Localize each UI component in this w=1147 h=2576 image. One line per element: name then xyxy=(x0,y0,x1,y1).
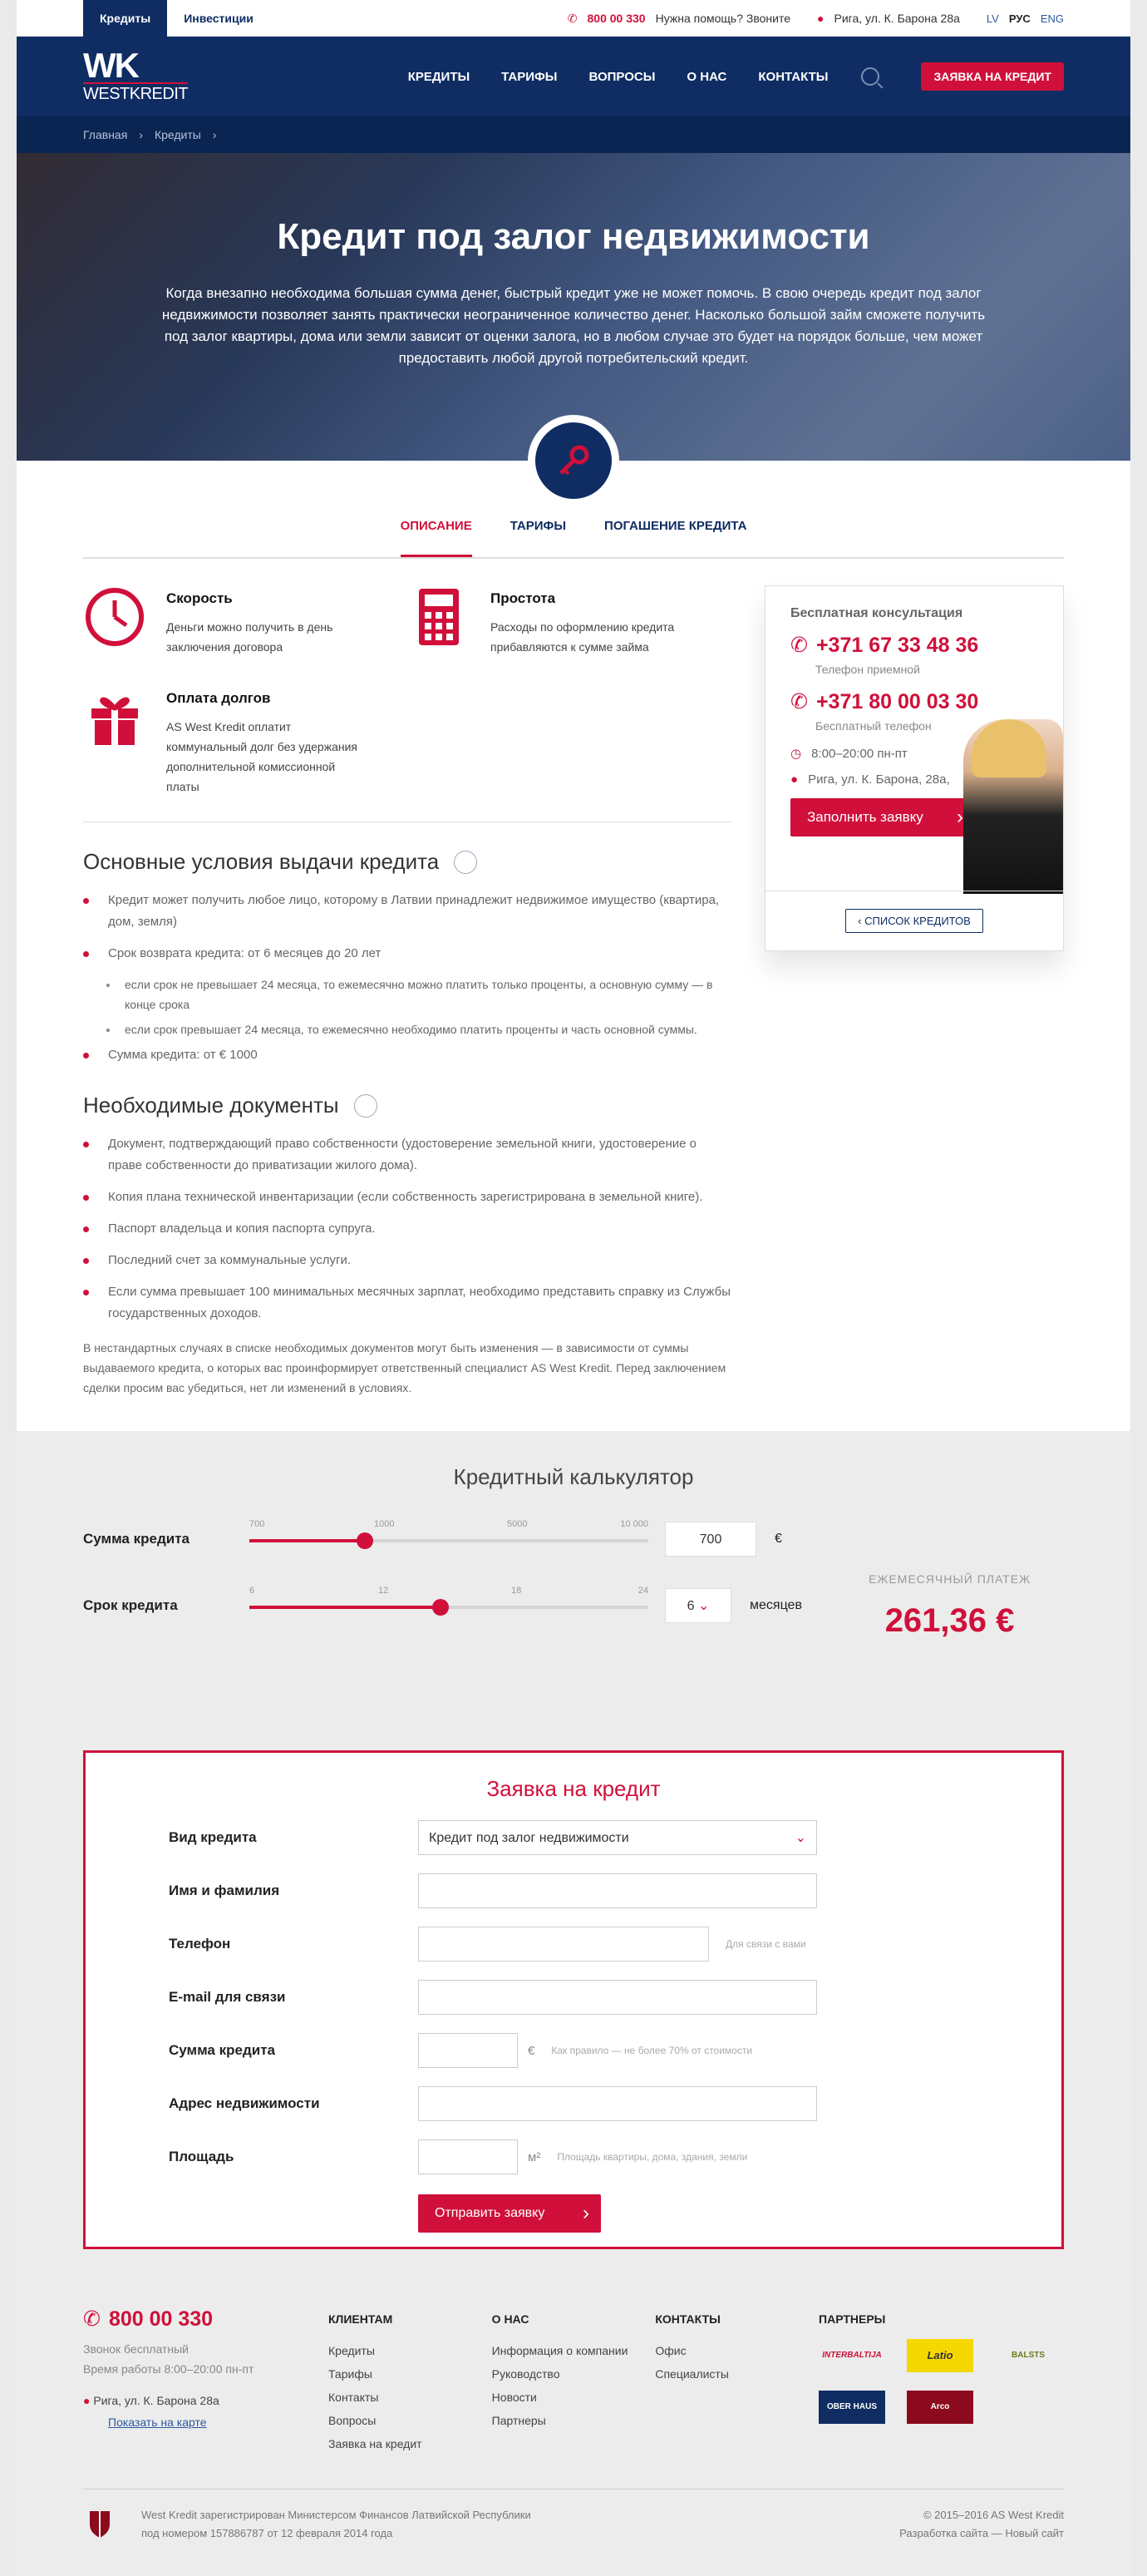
footer-link[interactable]: Кредиты xyxy=(328,2344,375,2357)
copyright: © 2015–2016 AS West Kredit xyxy=(923,2509,1064,2521)
partner-logo[interactable]: Latio xyxy=(907,2339,973,2372)
tab-repayment[interactable]: ПОГАШЕНИЕ КРЕДИТА xyxy=(604,519,747,533)
footer-link[interactable]: Офис xyxy=(655,2344,687,2357)
term-tick: 18 xyxy=(511,1586,522,1596)
feature-debts xyxy=(83,685,407,797)
footer-phone[interactable]: 800 00 330 xyxy=(108,2307,214,2331)
nav-questions[interactable]: ВОПРОСЫ xyxy=(588,69,656,84)
term-select[interactable] xyxy=(665,1588,731,1623)
lang-lv[interactable]: LV xyxy=(986,12,999,25)
footer-link[interactable]: Специалисты xyxy=(655,2367,729,2381)
list-item: Последний счет за коммунальные услуги. xyxy=(83,1250,731,1271)
list-item: Срок возврата кредита: от 6 месяцев до 20 лет xyxy=(83,943,731,965)
calculator-icon xyxy=(407,585,470,649)
field-label: Адрес недвижимости xyxy=(169,2095,320,2111)
footer-link[interactable]: Контакты xyxy=(328,2391,379,2404)
help-text: Нужна помощь? Звоните xyxy=(655,12,791,25)
calculator-title: Кредитный калькулятор xyxy=(453,1464,694,1489)
nav-credits[interactable]: КРЕДИТЫ xyxy=(407,69,470,84)
free-phone[interactable]: +371 80 00 03 30 xyxy=(815,689,979,713)
header xyxy=(17,37,1130,116)
location-icon: ● xyxy=(817,12,825,25)
area-unit: м² xyxy=(528,2149,541,2164)
term-slider[interactable] xyxy=(249,1586,648,1621)
amount-unit: € xyxy=(775,1532,782,1546)
page xyxy=(17,0,1130,2576)
consultant-photo xyxy=(963,719,1063,894)
list-item: Документ, подтверждающий право собственности (удостоверение земельной книги, удостоверение о праве собственности до приватизации жилого дома). xyxy=(83,1133,731,1177)
reception-phone[interactable]: +371 67 33 48 36 xyxy=(815,633,979,657)
hero-text: Когда внезапно необходима большая сумма денег, быстрый кредит уже не может помочь. В свою очередь кредит под залог недвижимости позволяет занять практически неограниченное количество денег. Насколько большой займ сможете получить под залог квартиры, дома или земли зависит от оценки залога, но в любом случае это будет на порядок больше, чем может предоставить любой другой потребительский кредит. xyxy=(161,285,986,366)
field-label: Площадь xyxy=(169,2149,234,2164)
fill-application-button[interactable]: Заполнить заявку › xyxy=(790,798,975,836)
hours: 8:00–20:00 пн-пт xyxy=(811,746,908,761)
tab-credits[interactable]: Кредиты xyxy=(83,0,167,37)
breadcrumb-separator: › xyxy=(212,128,217,141)
amount-label: Сумма кредита xyxy=(83,1531,190,1547)
list-item: Паспорт владельца и копия паспорта супруга. xyxy=(83,1218,731,1240)
partner-logo[interactable]: BALSTS xyxy=(1012,2351,1046,2360)
field-label: Вид кредита xyxy=(169,1829,257,1845)
amount-hint: Как правило — не более 70% от стоимости xyxy=(551,2045,753,2056)
footer xyxy=(17,2249,1130,2576)
clock-icon xyxy=(83,585,146,649)
documents-note: В нестандартных случаях в списке необходимых документов могут быть изменения — в зависимости от суммы выдаваемого кредита, о которых вас проинформирует ответственный специалист AS West Kredit. Перед заключением сделки просим вас убедиться, нет ли изменений в условиях. xyxy=(83,1341,726,1394)
breadcrumb-separator: › xyxy=(139,128,143,141)
top-phone[interactable]: 800 00 330 xyxy=(587,12,646,25)
list-item: Копия плана технической инвентаризации (если собственность зарегистрирована в земельной книге). xyxy=(83,1187,731,1208)
phone-icon: ✆ xyxy=(83,2307,101,2331)
breadcrumb-home[interactable]: Главная xyxy=(83,128,128,141)
amount-tick: 1000 xyxy=(374,1519,395,1529)
developer-credit[interactable]: Разработка сайта — Новый сайт xyxy=(899,2527,1064,2539)
tab-tariffs[interactable]: ТАРИФЫ xyxy=(510,519,567,533)
documents-section xyxy=(83,1093,731,1431)
feature-text: AS West Kredit оплатит коммунальный долг без удержания дополнительной комиссионной платы xyxy=(166,720,357,793)
footer-free: Звонок бесплатный xyxy=(83,2342,189,2356)
term-tick: 24 xyxy=(637,1586,648,1596)
free-phone-label: Бесплатный телефон xyxy=(815,719,932,733)
term-tick: 6 xyxy=(249,1586,255,1596)
partner-logo[interactable]: INTERBALTIJA xyxy=(822,2351,882,2360)
field-label: E-mail для связи xyxy=(169,1989,286,2005)
footer-link[interactable]: Новости xyxy=(491,2391,537,2404)
list-item: Если сумма превышает 100 минимальных месячных зарплат, необходимо представить справку из Службы государственных доходов. xyxy=(83,1281,731,1325)
key-badge xyxy=(528,415,619,506)
feature-text: Деньги можно получить в день заключения договора xyxy=(166,620,333,654)
partner-logo[interactable]: OBER HAUS xyxy=(819,2391,885,2424)
tab-investments[interactable]: Инвестиции xyxy=(184,12,254,25)
monthly-value: 261,36 € xyxy=(884,1602,1015,1639)
phone-icon: ✆ xyxy=(790,690,808,713)
page-title: Кредит под залог недвижимости xyxy=(277,216,870,257)
monthly-payment xyxy=(869,1572,1031,1640)
footer-partners-title: ПАРТНЕРЫ xyxy=(819,2312,886,2326)
credit-calculator xyxy=(17,1431,1130,2249)
address: Рига, ул. К. Барона, 28а, xyxy=(808,772,950,787)
application-form xyxy=(83,1750,1064,2249)
logo-mark: WK xyxy=(83,46,138,85)
search-icon[interactable] xyxy=(861,67,879,86)
email-input[interactable] xyxy=(418,1980,817,2015)
registration-note: West Kredit зарегистрирован Министерсом Финансов Латвийской Республики под номером 157886787 от 12 февраля 2014 года xyxy=(141,2509,531,2539)
amount-slider-handle[interactable] xyxy=(357,1532,373,1549)
chevron-down-icon: ⌄ xyxy=(697,1599,710,1613)
nav-about[interactable]: О НАС xyxy=(687,69,727,84)
chevron-down-icon[interactable] xyxy=(454,851,477,874)
area-input[interactable] xyxy=(418,2139,518,2174)
key-icon xyxy=(553,440,594,481)
monthly-label: ЕЖЕМЕСЯЧНЫЙ ПЛАТЕЖ xyxy=(869,1572,1031,1586)
footer-about-title: О НАС xyxy=(491,2312,529,2326)
amount-slider-fill xyxy=(249,1539,365,1542)
footer-link[interactable]: Заявка на кредит xyxy=(328,2437,422,2450)
footer-link[interactable]: Партнеры xyxy=(491,2414,546,2427)
field-label: Телефон xyxy=(169,1936,231,1952)
term-slider-handle[interactable] xyxy=(432,1599,449,1616)
logo-name: WESTKREDIT xyxy=(83,82,188,104)
feature-simplicity xyxy=(407,585,731,657)
field-label: Имя и фамилия xyxy=(169,1883,280,1898)
reception-label: Телефон приемной xyxy=(815,663,920,676)
lang-ru[interactable]: РУС xyxy=(1008,12,1031,25)
amount-input[interactable]: 700 xyxy=(665,1522,756,1557)
content-tabs xyxy=(83,519,1064,559)
phone-hint: Для связи с вами xyxy=(726,1938,806,1950)
conditions-title: Основные условия выдачи кредита xyxy=(83,849,440,874)
chevron-up-icon[interactable] xyxy=(354,1094,377,1118)
term-unit: месяцев xyxy=(750,1598,802,1612)
feature-title: Скорость xyxy=(166,590,233,606)
coat-of-arms-icon xyxy=(83,2506,116,2539)
list-item: если срок превышает 24 месяца, то ежемесячно необходимо платить проценты и часть основной суммы. xyxy=(83,1019,731,1039)
top-address: Рига, ул. К. Барона 28а xyxy=(834,12,960,25)
feature-speed xyxy=(83,585,407,657)
consultation-panel xyxy=(765,585,1064,951)
conditions-section xyxy=(83,849,731,1066)
term-label: Срок кредита xyxy=(83,1597,178,1613)
amount-tick: 10 000 xyxy=(620,1519,648,1529)
documents-title: Необходимые документы xyxy=(83,1093,339,1118)
footer-link[interactable]: Вопросы xyxy=(328,2414,377,2427)
list-item: если срок не превышает 24 месяца, то ежемесячно можно платить только проценты, а основную сумму — в конце срока xyxy=(83,975,731,1014)
name-input[interactable] xyxy=(418,1873,817,1908)
footer-hours: Время работы 8:00–20:00 пн-пт xyxy=(83,2362,254,2376)
footer-clients-title: КЛИЕНТАМ xyxy=(328,2312,393,2326)
amount-tick: 5000 xyxy=(507,1519,528,1529)
main-nav xyxy=(408,70,829,84)
breadcrumb-credits[interactable]: Кредиты xyxy=(154,128,201,141)
footer-address: Рига, ул. К. Барона 28а xyxy=(93,2394,219,2407)
partner-logo[interactable]: Arco xyxy=(907,2391,973,2424)
phone-input[interactable] xyxy=(418,1927,709,1962)
amount-field[interactable] xyxy=(418,2033,518,2068)
list-item: Сумма кредита: от € 1000 xyxy=(83,1044,731,1066)
term-tick: 12 xyxy=(378,1586,389,1596)
credit-type-select[interactable] xyxy=(418,1820,817,1855)
breadcrumb xyxy=(17,116,1130,153)
clock-icon: ◷ xyxy=(790,747,802,761)
amount-field-unit: € xyxy=(528,2043,535,2058)
top-bar xyxy=(17,0,1130,37)
field-label: Сумма кредита xyxy=(169,2042,275,2058)
footer-contacts-title: КОНТАКТЫ xyxy=(655,2312,721,2326)
address-input[interactable] xyxy=(418,2086,817,2121)
footer-link[interactable]: Тарифы xyxy=(328,2367,372,2381)
logo[interactable] xyxy=(83,46,189,104)
tab-description[interactable]: ОПИСАНИЕ xyxy=(401,519,472,557)
apply-button[interactable]: ЗАЯВКА НА КРЕДИТ xyxy=(921,62,1064,91)
credit-type-value: Кредит под залог недвижимости xyxy=(429,1831,629,1845)
nav-contacts[interactable]: КОНТАКТЫ xyxy=(758,69,829,84)
list-item: Кредит может получить любое лицо, которому в Латвии принадлежит недвижимое имущество (квартира, дом, земля) xyxy=(83,890,731,933)
phone-icon: ✆ xyxy=(790,634,808,657)
term-value: 6 xyxy=(687,1599,695,1613)
show-map-link[interactable]: Показать на карте xyxy=(108,2416,207,2429)
location-icon: ● xyxy=(83,2394,91,2407)
credit-list-label: СПИСОК КРЕДИТОВ xyxy=(864,915,971,927)
feature-title: Оплата долгов xyxy=(166,690,271,706)
footer-link[interactable]: Руководство xyxy=(491,2367,560,2381)
area-hint: Площадь квартиры, дома, здания, земли xyxy=(557,2151,748,2163)
location-icon: ● xyxy=(790,772,799,787)
hero xyxy=(17,153,1130,461)
credit-list-button[interactable]: ‹ СПИСОК КРЕДИТОВ xyxy=(845,909,983,933)
nav-tariffs[interactable]: ТАРИФЫ xyxy=(501,69,558,84)
footer-link[interactable]: Информация о компании xyxy=(491,2344,628,2357)
features xyxy=(83,585,731,822)
submit-button[interactable]: Отправить заявку › xyxy=(418,2194,601,2233)
consultation-title: Бесплатная консультация xyxy=(790,606,963,620)
feature-title: Простота xyxy=(490,590,556,606)
feature-text: Расходы по оформлению кредита прибавляются к сумме займа xyxy=(490,620,675,654)
amount-tick: 700 xyxy=(249,1519,265,1529)
chevron-down-icon: ⌄ xyxy=(795,1831,806,1845)
term-slider-fill xyxy=(249,1606,441,1609)
gift-icon xyxy=(83,685,146,748)
form-title: Заявка на кредит xyxy=(486,1776,661,1801)
phone-icon: ✆ xyxy=(567,11,578,25)
lang-en[interactable]: ENG xyxy=(1040,12,1064,25)
amount-slider[interactable] xyxy=(249,1519,648,1554)
